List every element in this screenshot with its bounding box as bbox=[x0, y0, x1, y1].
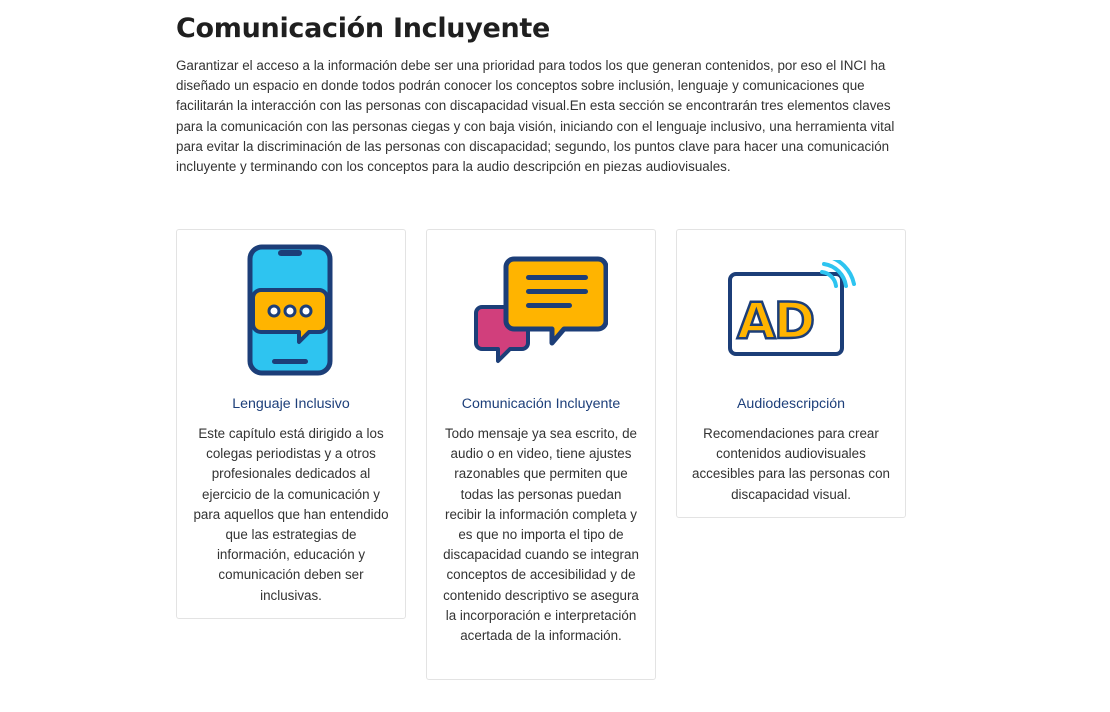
card-comunicacion-incluyente[interactable] bbox=[426, 229, 656, 680]
speech-bubbles-icon bbox=[474, 255, 608, 365]
intro-section bbox=[176, 12, 908, 177]
card-icon-wrap bbox=[677, 230, 905, 390]
card-text: Este capítulo está dirigido a los colegas periodistas y a otros profesionales dedicados al ejercicio de la comunicación y para aquellos que han entendido que las estrategias de información, educación y comunicación deben ser inclusivas. bbox=[193, 426, 389, 603]
card-title[interactable]: Comunicación Incluyente bbox=[461, 396, 621, 412]
card-text: Recomendaciones para crear contenidos audiovisuales accesibles para las personas con discapacidad visual. bbox=[692, 426, 890, 502]
card-text: Todo mensaje ya sea escrito, de audio o en video, tiene ajustes razonables que permiten que todas las personas puedan recibir la información completa y es que no importa el tipo de discapacidad cuando se integran conceptos de accesibilidad y de contenido descriptivo se asegura la incorporación e interpretación acertada de la información. bbox=[443, 426, 639, 644]
audio-description-icon bbox=[726, 260, 856, 360]
card-icon-wrap bbox=[427, 230, 655, 390]
card-audiodescripcion[interactable] bbox=[676, 229, 906, 518]
card-title[interactable]: Lenguaje Inclusivo bbox=[232, 396, 350, 412]
card-title[interactable]: Audiodescripción bbox=[736, 396, 846, 412]
card-lenguaje-inclusivo[interactable] bbox=[176, 229, 406, 619]
ad-label: AD bbox=[737, 292, 814, 350]
intro-paragraph: Garantizar el acceso a la información debe ser una prioridad para todos los que generan contenidos, por eso el INCI ha diseñado un espacio en donde todos podrán conocer los conceptos sobre inclusión, lenguaje y comunicaciones que facilitarán la interacción con las personas con discapacidad visual.En esta sección se encontrarán tres elementos claves para la comunicación con las personas ciegas y con baja visión, iniciando con el lenguaje inclusivo, una herramienta vital para evitar la discriminación de las personas con discapacidad; segundo, los puntos clave para hacer una comunicación incluyente y terminando con los conceptos para la audio descripción en piezas audiovisuales. bbox=[176, 58, 895, 175]
phone-chat-icon bbox=[246, 244, 336, 376]
card-icon-wrap bbox=[177, 230, 405, 390]
page-title: Comunicación Incluyente bbox=[176, 13, 551, 44]
